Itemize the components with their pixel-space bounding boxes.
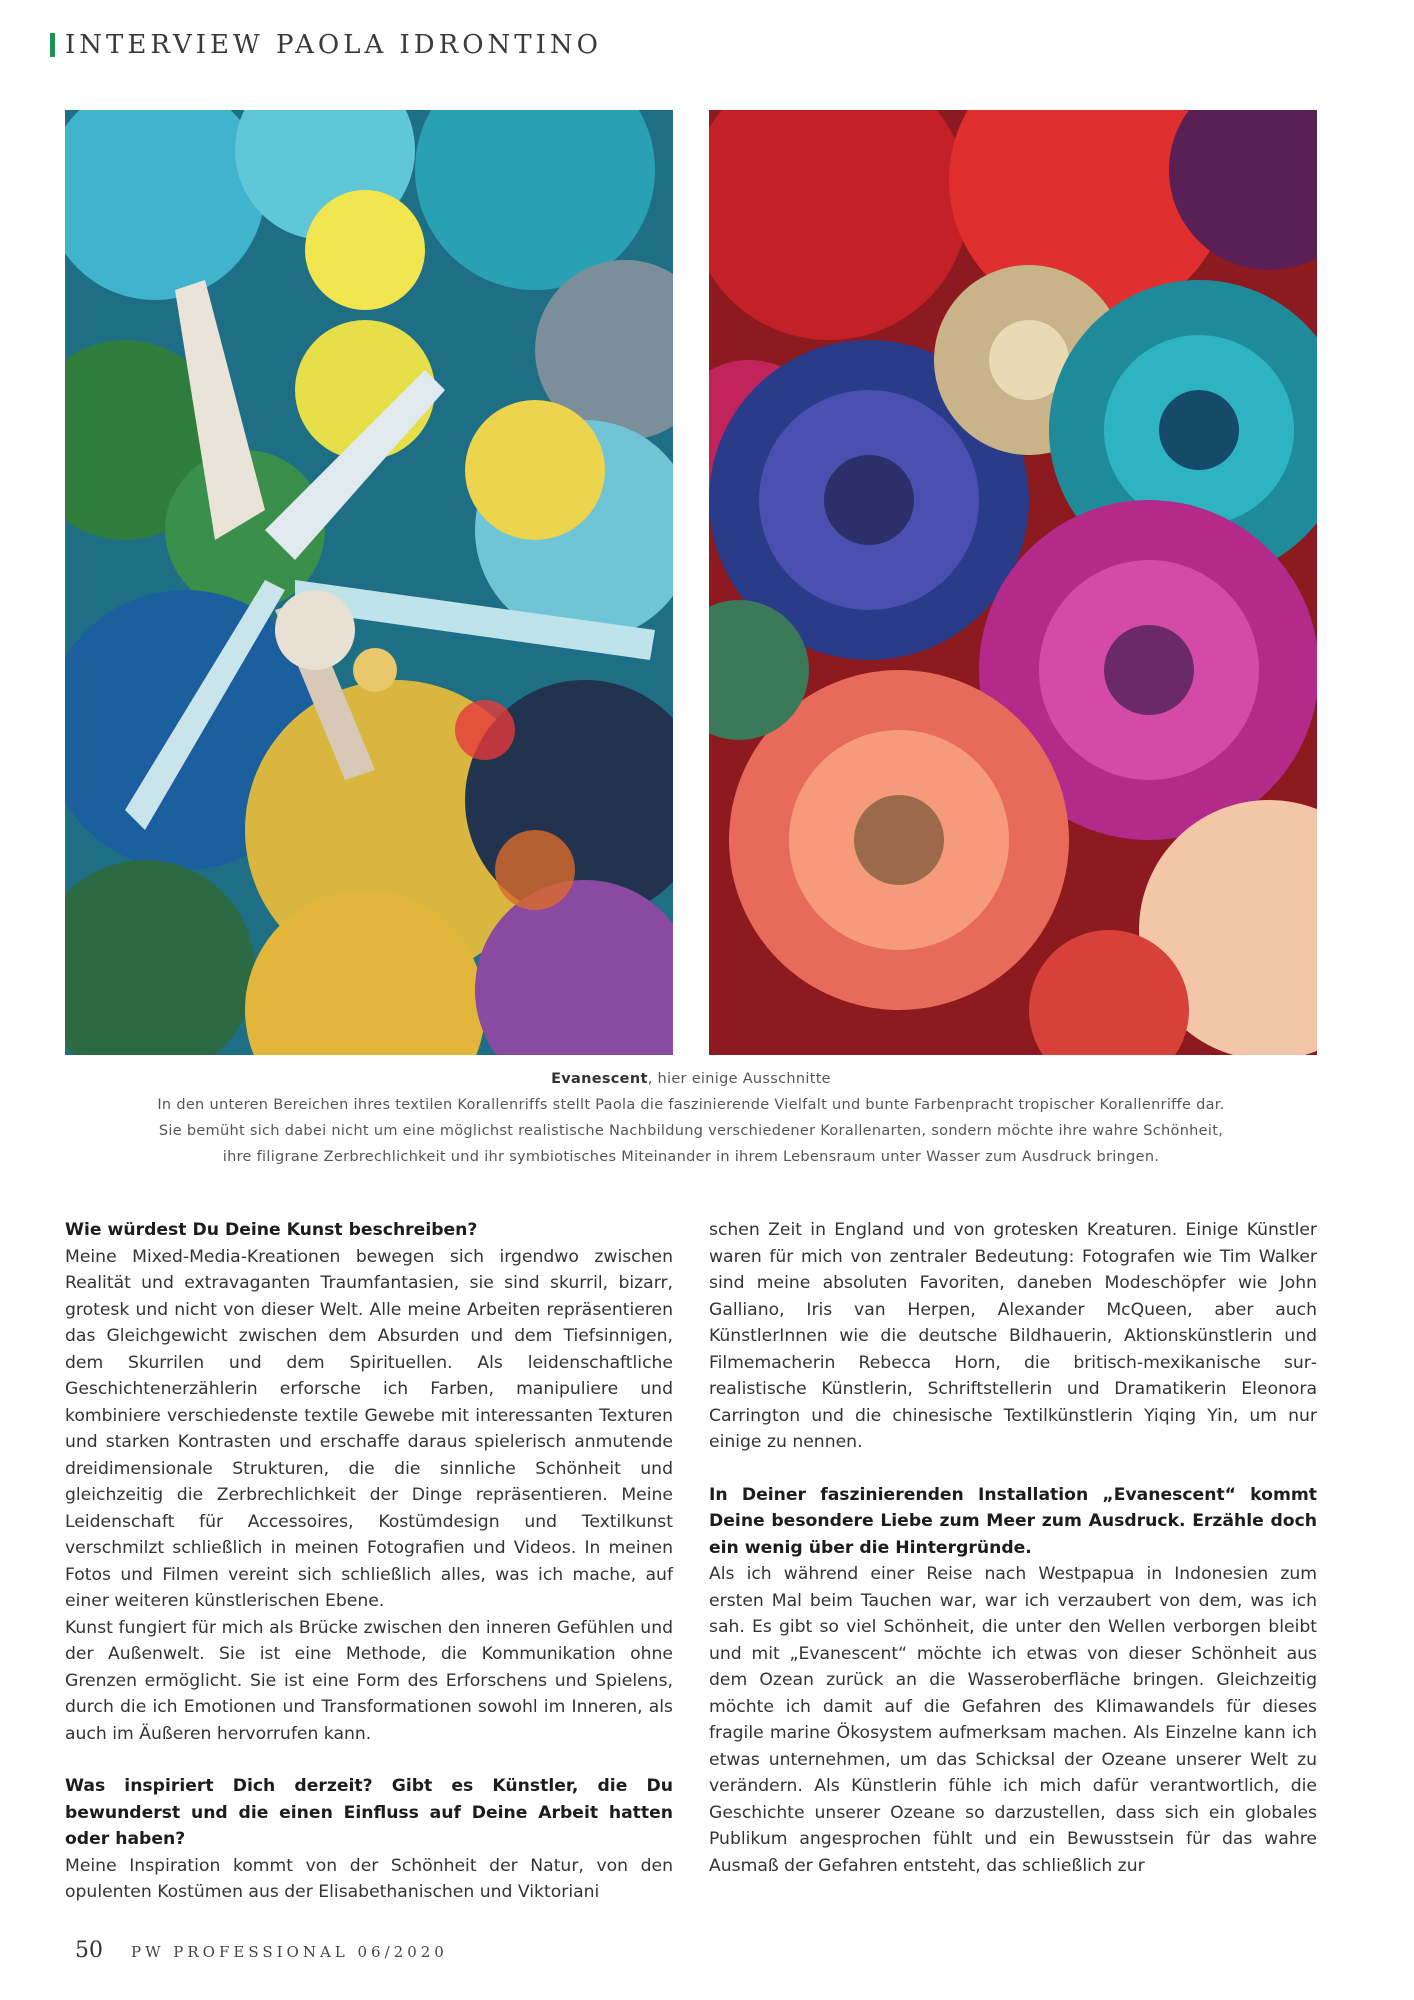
accent-bar (50, 33, 55, 57)
question-1: Wie würdest Du Deine Kunst beschreiben? (65, 1220, 478, 1240)
left-text-column (65, 1217, 673, 1906)
coral-artwork-image (65, 110, 673, 1055)
image-caption (65, 1066, 1317, 1170)
caption-line-3: ihre filigrane Zerbrechlichkeit und ihr symbiotisches Miteinander in ihrem Lebensraum unter Wasser zum Ausdruck bringen. (222, 1149, 1160, 1165)
urchin-artwork-image (709, 110, 1317, 1055)
right-text-column (709, 1217, 1317, 1879)
answer-1-paragraph-2: Kunst fungiert für mich als Brücke zwischen den inneren Gefühlen und der Außenwelt. Sie ist eine Methode, die Kommunikation ohne Grenzen ermöglicht. Sie ist eine Form des Erforschens und Spielens, durch die ich Emotionen und Transformationen sowohl im Inneren, als auch im Äußeren hervorrufen kann. (65, 1617, 673, 1744)
section-title: INTERVIEW PAOLA IDRONTINO (65, 30, 602, 60)
caption-line-2: Sie bemüht sich dabei nicht um eine möglichst realistische Nachbildung verschiedener Korallenarten, sondern möchte ihre wahre Schönheit, (158, 1123, 1224, 1139)
page-header (50, 30, 602, 60)
question-2: Was inspiriert Dich derzeit? Gibt es Künstler, die Du bewunderst und die einen Einfluss auf Deine Arbeit hatten oder haben? (65, 1776, 673, 1849)
caption-heading (65, 1066, 1317, 1092)
answer-3: Als ich während einer Reise nach Westpapua in Indonesien zum ersten Mal beim Tauchen war, war ich verzaubert von dem, was ich sah. Es gibt so viel Schönheit, die unter den Wellen verborgen bleibt und mit „Evanescent“ möchte ich etwas von dieser Schönheit aus dem Ozean zurück an die Wasseroberfläche bringen. Gleichzeitig möchte ich damit auf die Gefahren des Klimawandels für dieses fragile marine Ökosystem aufmerksam machen. Als Einzelne kann ich etwas unternehmen, um das Schicksal der Ozeane unserer Welt zu verändern. Als Künstlerin fühle ich mich dafür verantwortlich, die Geschichte unserer Ozeane so darzustellen, dass sich ein globales Publikum angesprochen fühlt und ein Bewusstsein für das wahre Ausmaß der Gefahren entsteht, das schließlich zur (709, 1564, 1317, 1876)
magazine-issue: PW PROFESSIONAL 06/2020 (131, 1943, 448, 1961)
urchin-photo-right (709, 110, 1317, 1055)
answer-1-paragraph-1: Meine Mixed-Media-Kreationen bewegen sich irgendwo zwischen Realität und extravaganten Traumfantasien, sie sind skurril, bizarr, grotesk und nicht von dieser Welt. Alle meine Arbeiten repräsentieren das Gleichgewicht zwischen dem Absurden und dem Tiefsinnigen, dem Skurrilen und dem Spirituellen. Als leidenschaftliche Geschichtenerzählerin erforsche ich Farben, manipuliere und kombiniere verschiedenste textile Gewebe mit interessanten Texturen und starken Kontrasten und erschaffe daraus spielerisch anmutende dreidimensionale Strukturen, die die sinnliche Schönheit und gleichzeitig die Zerbrechlichkeit der Dinge repräsentieren. Meine Leidenschaft für Accessoires, Kostümdesign und Textilkunst verschmilzt schließlich in meinen Fotografien und Videos. In meinen Fotos und Filmen vereint sich schließlich alles, was ich mache, auf einer weiteren künstlerischen Ebene. (65, 1246, 673, 1611)
page-number: 50 (75, 1938, 103, 1963)
answer-2-start: Meine Inspiration kommt von der Schönheit der Natur, von den opulenten Kostümen aus der Elisabethanischen und Viktoriani (65, 1855, 673, 1902)
question-3: In Deiner faszinierenden Installation „Evanescent“ kommt Deine besondere Liebe zum Meer zum Ausdruck. Erzähle doch ein wenig über die Hintergründe. (709, 1484, 1317, 1558)
page-footer (75, 1938, 448, 1963)
answer-2-continued: schen Zeit in England und von grotesken Kreaturen. Einige Künstler waren für mich von zentraler Bedeutung: Fotografen wie Tim Walker sind meine absoluten Favoriten, daneben Modeschöpfer wie John Galliano, Iris van Herpen, Alexander McQueen, aber auch KünstlerInnen wie die deutsche Bildhauerin, Aktionskünstlerin und Filmemacherin Rebecca Horn, die britisch-mexikanische surrealistische Künstlerin, Schriftstellerin und Dramatikerin Eleonora Carrington und die chinesische Textilkünstlerin Yiqing Yin, um nur einige zu nennen. (709, 1220, 1317, 1452)
caption-line-1: In den unteren Bereichen ihres textilen Korallenriffs stellt Paola die faszinierende Vielfalt und bunte Farbenpracht tropischer Korallenriffe dar. (157, 1097, 1225, 1113)
caption-subtitle: , hier einige Ausschnitte (647, 1071, 831, 1087)
caption-title: Evanescent (551, 1071, 648, 1087)
coral-photo-left (65, 110, 673, 1055)
